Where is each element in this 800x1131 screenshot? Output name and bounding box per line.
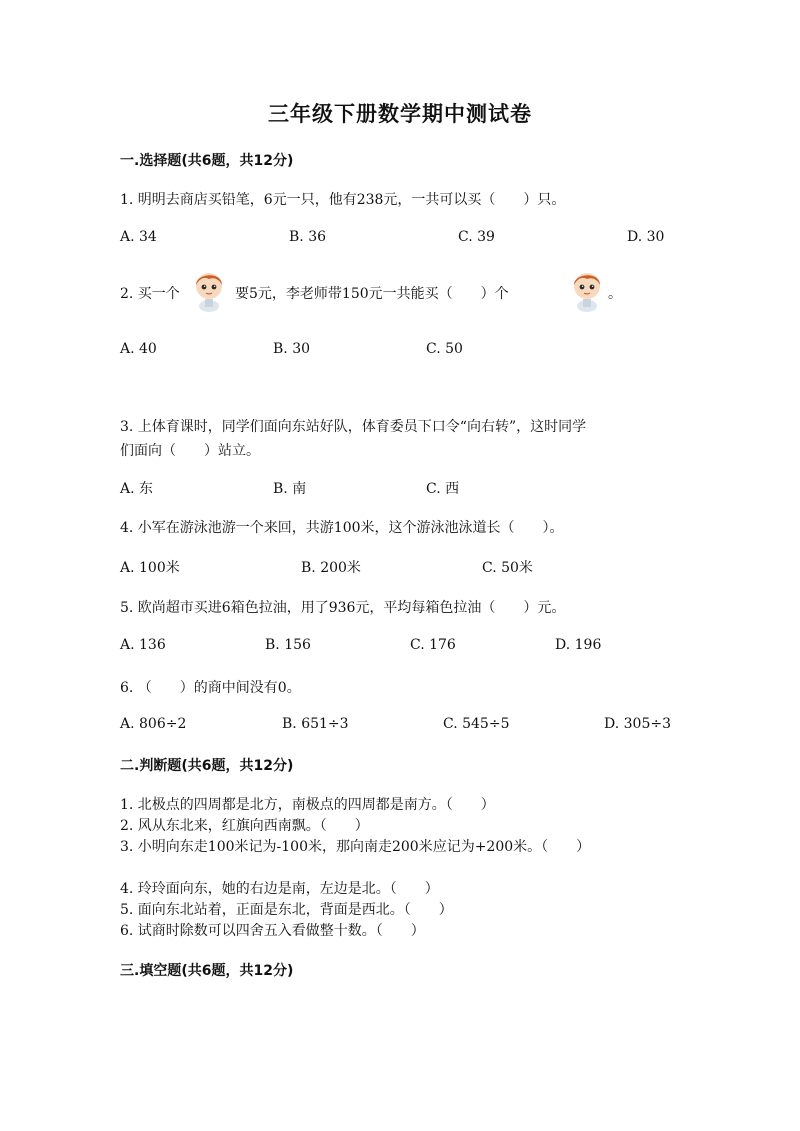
question-1: 1. 明明去商店买铅笔，6元一只，他有238元，一共可以买（ ）只。 (120, 192, 566, 208)
question-3-line-1: 3. 上体育课时，同学们面向东站好队，体育委员下口令“向右转”，这时同学 (120, 419, 587, 435)
q3-option-b: B. 南 (273, 481, 307, 497)
q4-option-a: A. 100米 (120, 560, 180, 576)
q2-option-c: C. 50 (426, 341, 463, 357)
page-title: 三年级下册数学期中测试卷 (268, 101, 532, 126)
q2-text-middle: 要5元，李老师带150元一共能买（ ）个 (235, 286, 509, 302)
question-5: 5. 欧尚超市买进6箱色拉油，用了936元，平均每箱色拉油（ ）元。 (120, 600, 566, 616)
q6-option-a: A. 806÷2 (120, 716, 187, 732)
q1-option-d: D. 30 (627, 229, 665, 245)
q4-option-b: B. 200米 (301, 560, 361, 576)
judgement-item: 2. 风从东北来，红旗向西南飘。（ ） (120, 818, 369, 834)
q1-option-b: B. 36 (289, 229, 327, 245)
q5-option-c: C. 176 (410, 637, 456, 653)
q2-text-end: 。 (608, 286, 622, 302)
judgement-item: 6. 试商时除数可以四舍五入看做整十数。（ ） (120, 923, 425, 939)
q4-option-c: C. 50米 (482, 560, 533, 576)
section-heading-judgement: 二.判断题(共6题，共12分) (120, 758, 294, 774)
boy-cartoon-icon (570, 268, 604, 312)
judgement-item: 5. 面向东北站着，正面是东北，背面是西北。（ ） (120, 902, 453, 918)
q5-option-a: A. 136 (120, 637, 166, 653)
q6-option-d: D. 305÷3 (604, 716, 671, 732)
question-2 (120, 283, 180, 303)
q3-option-a: A. 东 (120, 481, 154, 497)
q6-option-c: C. 545÷5 (443, 716, 510, 732)
q3-option-c: C. 西 (426, 481, 460, 497)
q2-option-a: A. 40 (120, 341, 157, 357)
question-4: 4. 小军在游泳池游一个来回，共游100米，这个游泳池泳道长（ ）。 (120, 520, 564, 536)
judgement-item: 3. 小明向东走100米记为-100米，那向南走200米应记为+200米。（ ） (120, 839, 591, 855)
judgement-item: 4. 玲玲面向东，她的右边是南，左边是北。（ ） (120, 881, 439, 897)
q1-option-a: A. 34 (120, 229, 157, 245)
section-heading-choice: 一.选择题(共6题，共12分) (120, 153, 294, 169)
q5-option-b: B. 156 (265, 637, 311, 653)
boy-cartoon-icon (192, 268, 226, 312)
q5-option-d: D. 196 (555, 637, 602, 653)
q1-option-c: C. 39 (458, 229, 495, 245)
q6-option-b: B. 651÷3 (282, 716, 349, 732)
question-6: 6. （ ）的商中间没有0。 (120, 680, 301, 696)
q2-text-start: 2. 买一个 (120, 286, 180, 302)
question-3-line-2: 们面向（ ）站立。 (120, 443, 260, 459)
section-heading-fill-in: 三.填空题(共6题，共12分) (120, 963, 294, 979)
q2-option-b: B. 30 (273, 341, 311, 357)
judgement-item: 1. 北极点的四周都是北方，南极点的四周都是南方。（ ） (120, 797, 495, 813)
